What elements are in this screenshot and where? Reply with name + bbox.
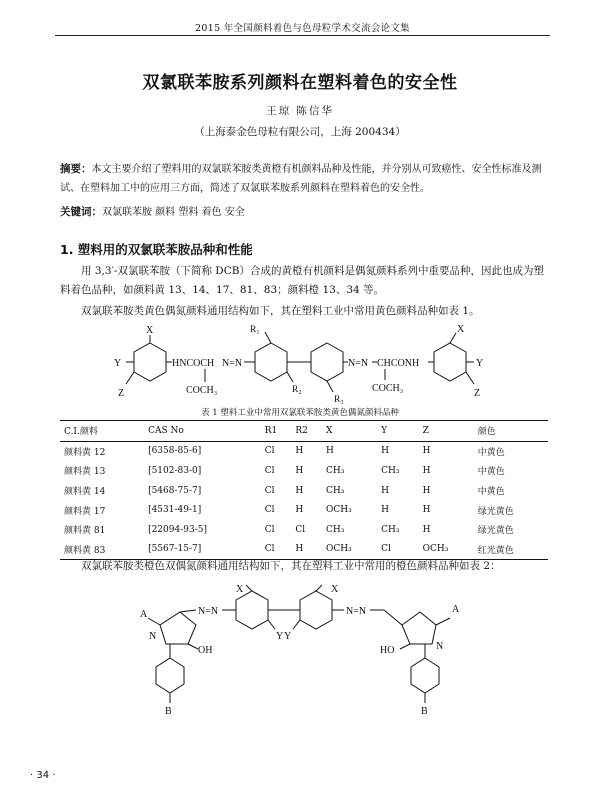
table-cell: H [381,505,390,516]
structure-diagram-orange [0,583,600,733]
column-header: X [322,421,377,442]
n-right-label: N [436,641,444,652]
y-right-label: Y [476,358,484,369]
z-left-label: Z [118,388,125,399]
table-cell: Cl [264,505,275,516]
column-header: C.I.颜料 [60,421,144,442]
column-header: R2 [291,421,322,442]
table-cell: [6358-85-6] [148,446,202,457]
table-cell: [4531-49-1] [148,505,202,516]
x-right-label: X [331,584,339,595]
table-cell: 绿光黄色 [477,506,514,517]
y-left-label: Y [276,631,284,642]
table-cell: OCH₃ [322,540,377,560]
azo-right-label: N=N [346,606,367,617]
a-left-label: A [140,609,148,620]
structure-diagram-yellow [0,322,600,404]
ho-right-label: HO [380,645,395,656]
abstract-label: 摘要： [60,163,92,175]
table-cell: 颜料黄 17 [64,506,106,517]
table-cell: H [422,524,431,535]
table-cell: Cl [295,524,306,535]
biphenyl-ring-1 [236,591,268,629]
section-heading: 1. 塑料用的双氯联苯胺品种和性能 [60,242,253,257]
azo-right-label: N=N [348,358,369,369]
table-cell: 颜料黄 14 [64,487,106,498]
x-left-label: X [236,584,244,595]
table-cell: 中黄色 [477,447,505,458]
table-cell: Cl [377,540,418,560]
r2-label: R₂ [292,385,302,395]
right-b-phenyl-ring [411,658,439,693]
table1-caption: 表 1 塑料工业中常用双氯联苯胺类黄色偶氮颜料品种 [201,408,399,418]
table-row [60,500,548,520]
table-cell: Cl [264,524,275,535]
table-cell: H [295,485,304,496]
table-cell: 颜料黄 83 [60,540,144,560]
table-cell: Cl [264,485,275,496]
table-cell: OCH₃ [326,505,352,516]
biphenyl-ring-2 [311,343,343,381]
running-header: 2015 年全国颜料着色与色母粒学术交流会论文集 [195,23,410,34]
table-cell: CH₃ [326,485,345,496]
amide-right-label: CHCONH [377,358,420,369]
biphenyl-ring-2 [300,591,332,629]
a-right-label: A [452,604,460,615]
b-left-label: B [165,706,172,717]
affiliation: （上海泰金色母粒有限公司，上海 200434） [194,126,406,138]
r3-label: R₃ [334,395,344,404]
table-cell: 绿光黄色 [477,526,514,537]
paragraph-1: 用 3,3′-双氯联苯胺（下简称 DCB）合成的黄橙有机颜料是偶氮颜料系列中重要品种，因此也成为塑料着色品种，如颜料黄 13、14、17、81、83；颜料橙 13、34 等。 [60,265,544,296]
table-cell: [5468-75-7] [148,485,202,496]
table-cell: 中黄色 [477,487,505,498]
y-right-label: Y [284,631,292,642]
table-cell: H [326,446,334,457]
left-phenyl-ring [134,343,166,381]
paragraph-3: 双氯联苯胺类橙色双偶氮颜料通用结构如下，其在塑料工业中常用的橙色颜料品种如表 2： [81,560,501,572]
column-header: R1 [261,421,292,442]
table-cell: H [291,540,322,560]
amide-left-label: HNCOCH [172,358,215,369]
b-right-label: B [421,706,428,717]
table-cell: H [422,505,431,516]
y-left-label: Y [114,358,122,369]
oh-left-label: OH [198,645,213,656]
paper-title: 双氯联苯胺系列颜料在塑料着色的安全性 [142,73,458,93]
table-cell: 颜料黄 12 [64,447,106,458]
left-pyrazolone-ring [160,612,196,644]
left-b-phenyl-ring [156,658,184,693]
column-header: Z [419,421,474,442]
table-cell: 中黄色 [477,467,505,478]
table-cell: Cl [264,465,275,476]
table-cell: Cl [264,446,275,457]
column-header: CAS No [144,421,261,442]
right-phenyl-ring [434,343,466,381]
table-cell: [5567-15-7] [144,540,261,560]
table-cell: H [422,465,431,476]
acetyl-right-label: COCH₃ [372,383,404,394]
biphenyl-ring-1 [255,343,287,381]
column-header: Y [377,421,418,442]
keywords-label: 关键词： [60,206,102,218]
authors: 王琼 陈信华 [266,105,334,117]
table-cell: [22094-93-5] [148,524,207,535]
azo-left-label: N=N [222,358,243,369]
table-cell: H [381,485,390,496]
azo-left-label: N=N [198,606,219,617]
column-header: 颜色 [474,421,548,442]
table-header-row [60,421,548,442]
header-rule [55,35,550,36]
acetyl-left-label: COCH₃ [186,385,218,396]
table-cell: H [381,446,390,457]
table-cell: 红光黄色 [474,540,548,560]
paragraph-2: 双氯联苯胺类黄色偶氮颜料通用结构如下，其在塑料工业中常用黄色颜料品种如表 1。 [81,305,480,317]
page-number: · 34 · [30,770,56,781]
table-row [60,461,548,481]
table-cell: H [422,446,431,457]
keywords [60,203,548,219]
table-cell: CH₃ [381,524,400,535]
keywords-text: 双氯联苯胺 颜料 塑料 着色 安全 [102,207,245,218]
table-cell: H [422,485,431,496]
table-cell: 颜料黄 81 [64,526,106,537]
x-left-label: X [146,325,154,336]
table-cell: H [295,505,304,516]
table-cell: H [295,465,304,476]
z-right-label: Z [474,388,481,399]
table-cell: CH₃ [326,465,345,476]
right-pyrazolone-ring [402,612,436,644]
abstract [60,160,548,198]
table-cell: OCH₃ [419,540,474,560]
abstract-text: 本文主要介绍了塑料用的双氯联苯胺类黄橙有机颜料品种及性能，并分别从可致癌性、安全性标准及测试、在塑料加工中的应用三方面，简述了双氯联苯胺系列颜料在塑料着色的安全性。 [60,164,542,194]
table-cell: Cl [261,540,292,560]
table-cell: H [295,446,304,457]
table-row [60,481,548,501]
table-cell: CH₃ [326,524,345,535]
x-right-label: X [457,324,465,335]
pigment-table [60,420,548,560]
table-row [60,441,548,461]
table-cell: 颜料黄 13 [64,467,106,478]
n-left-label: N [149,631,157,642]
table-row [60,520,548,540]
table-cell: CH₃ [381,465,400,476]
r1-label: R₁ [250,325,260,335]
table-body [60,441,548,560]
table-cell: [5102-83-0] [148,465,202,476]
